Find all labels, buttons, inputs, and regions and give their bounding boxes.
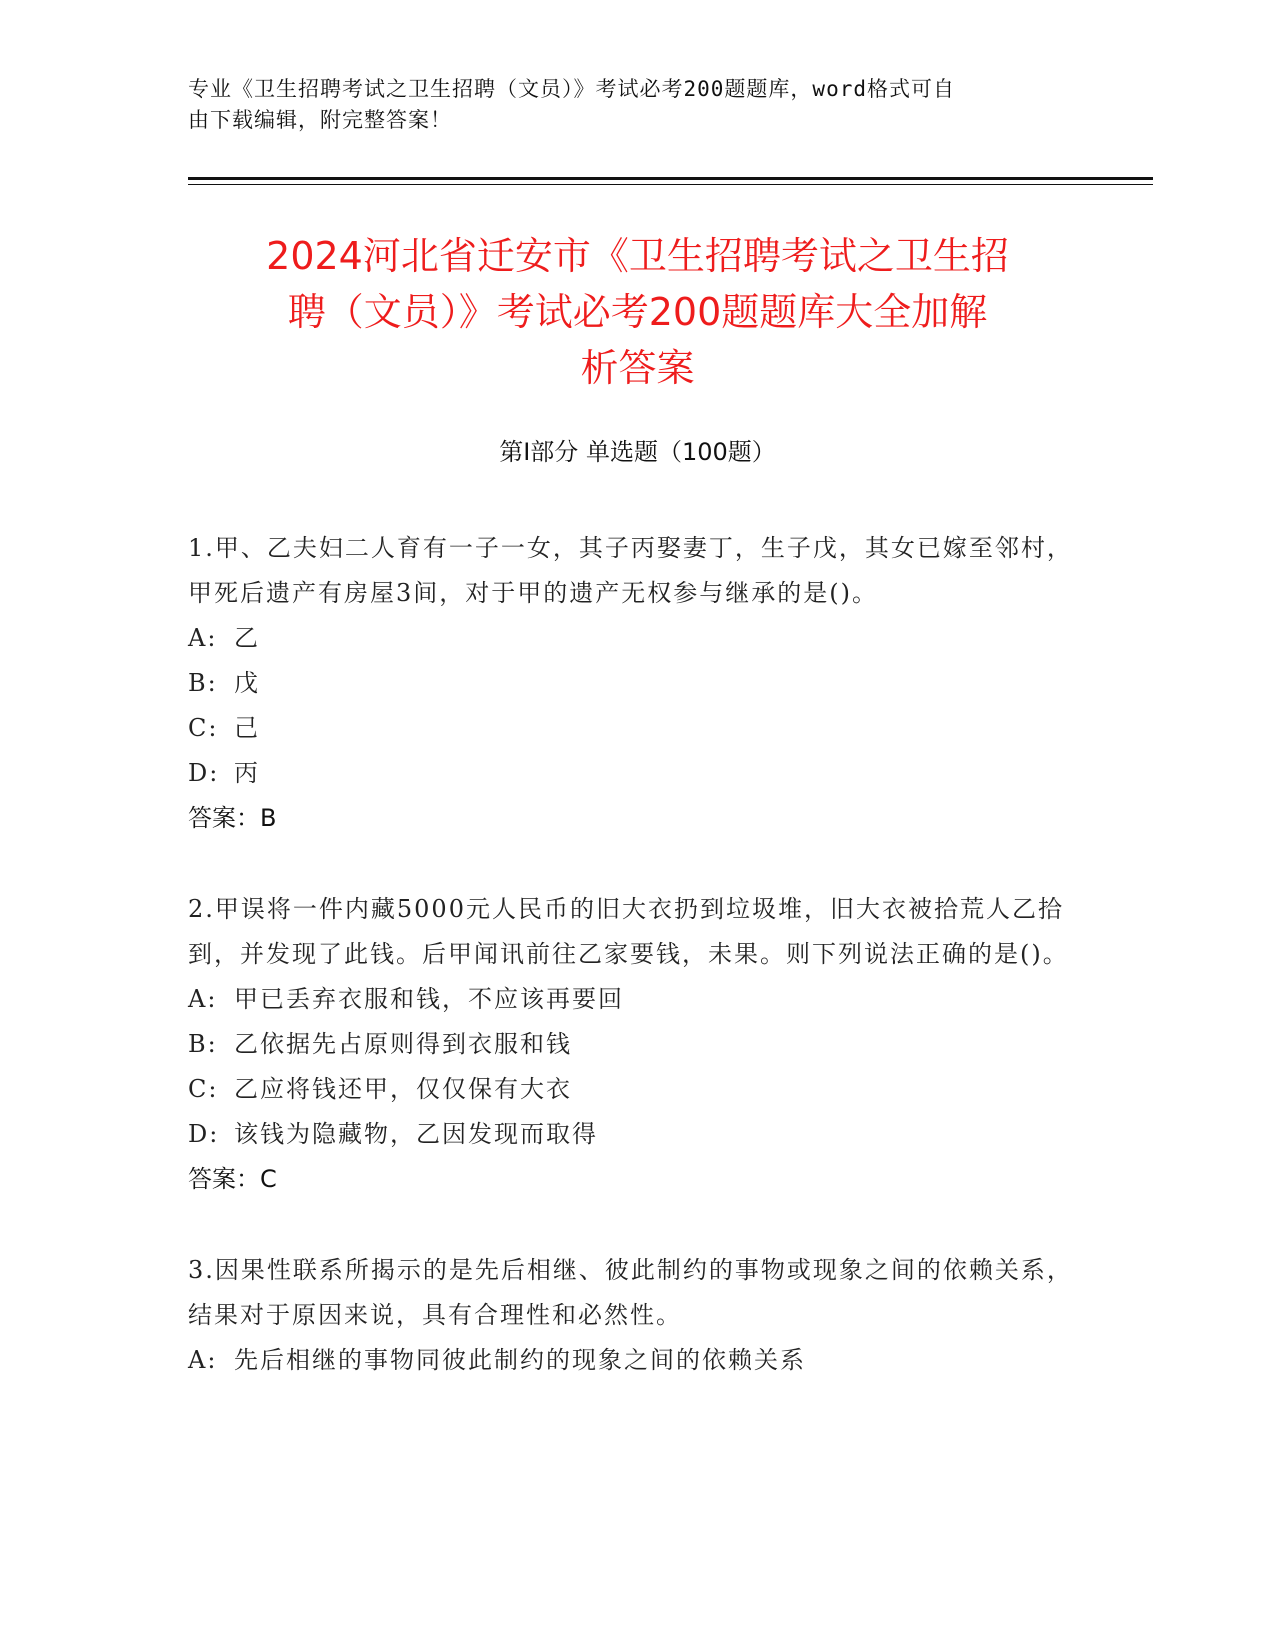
question-stem: 3.因果性联系所揭示的是先后相继、彼此制约的事物或现象之间的依赖关系，结果对于原因来说，具有合理性和必然性。 [188,1256,1073,1329]
question-item [188,526,1078,841]
question-item [188,1248,1078,1383]
option-text: 丙 [234,759,260,787]
option-text: 己 [234,714,260,742]
header-divider-thin [188,184,1153,185]
option-a [188,977,1078,1022]
option-c [188,1067,1078,1112]
option-letter: B: [188,1030,218,1058]
section-title: 第Ⅰ部分 单选题（100题） [499,438,776,466]
option-text: 该钱为隐藏物，乙因发现而取得 [234,1120,598,1148]
option-letter: D: [188,759,220,787]
header-note-line: 由下载编辑，附完整答案！ [188,108,452,132]
option-text: 乙依据先占原则得到衣服和钱 [234,1030,572,1058]
header-divider-thick [188,177,1153,180]
option-letter: A: [188,985,218,1013]
title-line: 聘（文员）》考试必考200题题库大全加解 [287,290,988,334]
header-note [188,74,1088,136]
header-note-line: 专业《卫生招聘考试之卫生招聘（文员）》考试必考200题题库，word格式可自 [188,77,955,101]
option-letter: D: [188,1120,220,1148]
option-text: 先后相继的事物同彼此制约的现象之间的依赖关系 [234,1346,806,1374]
option-a [188,616,1078,661]
option-letter: C: [188,1075,219,1103]
title-line: 析答案 [580,346,695,390]
option-b [188,661,1078,706]
question-stem: 2.甲误将一件内藏5000元人民币的旧大衣扔到垃圾堆，旧大衣被拾荒人乙拾到，并发现了此钱。后甲闻讯前往乙家要钱，未果。则下列说法正确的是()。 [188,895,1069,968]
option-text: 戊 [234,669,260,697]
title-line: 2024河北省迁安市《卫生招聘考试之卫生招 [266,234,1009,278]
option-letter: B: [188,669,218,697]
answer-line: 答案：C [188,1165,277,1193]
option-text: 乙 [234,624,260,652]
question-list [188,526,1078,1429]
option-text: 甲已丢弃衣服和钱，不应该再要回 [234,985,624,1013]
answer-line: 答案：B [188,804,277,832]
option-letter: A: [188,1346,218,1374]
option-b [188,1022,1078,1067]
option-letter: A: [188,624,218,652]
question-item [188,887,1078,1202]
question-stem: 1.甲、乙夫妇二人育有一子一女，其子丙娶妻丁，生子戊，其女已嫁至邻村，甲死后遗产有房屋3间，对于甲的遗产无权参与继承的是()。 [188,534,1073,607]
option-text: 乙应将钱还甲，仅仅保有大衣 [234,1075,572,1103]
document-title [160,228,1115,396]
option-a [188,1338,1078,1383]
option-d [188,1112,1078,1157]
option-c [188,706,1078,751]
option-letter: C: [188,714,219,742]
option-d [188,751,1078,796]
